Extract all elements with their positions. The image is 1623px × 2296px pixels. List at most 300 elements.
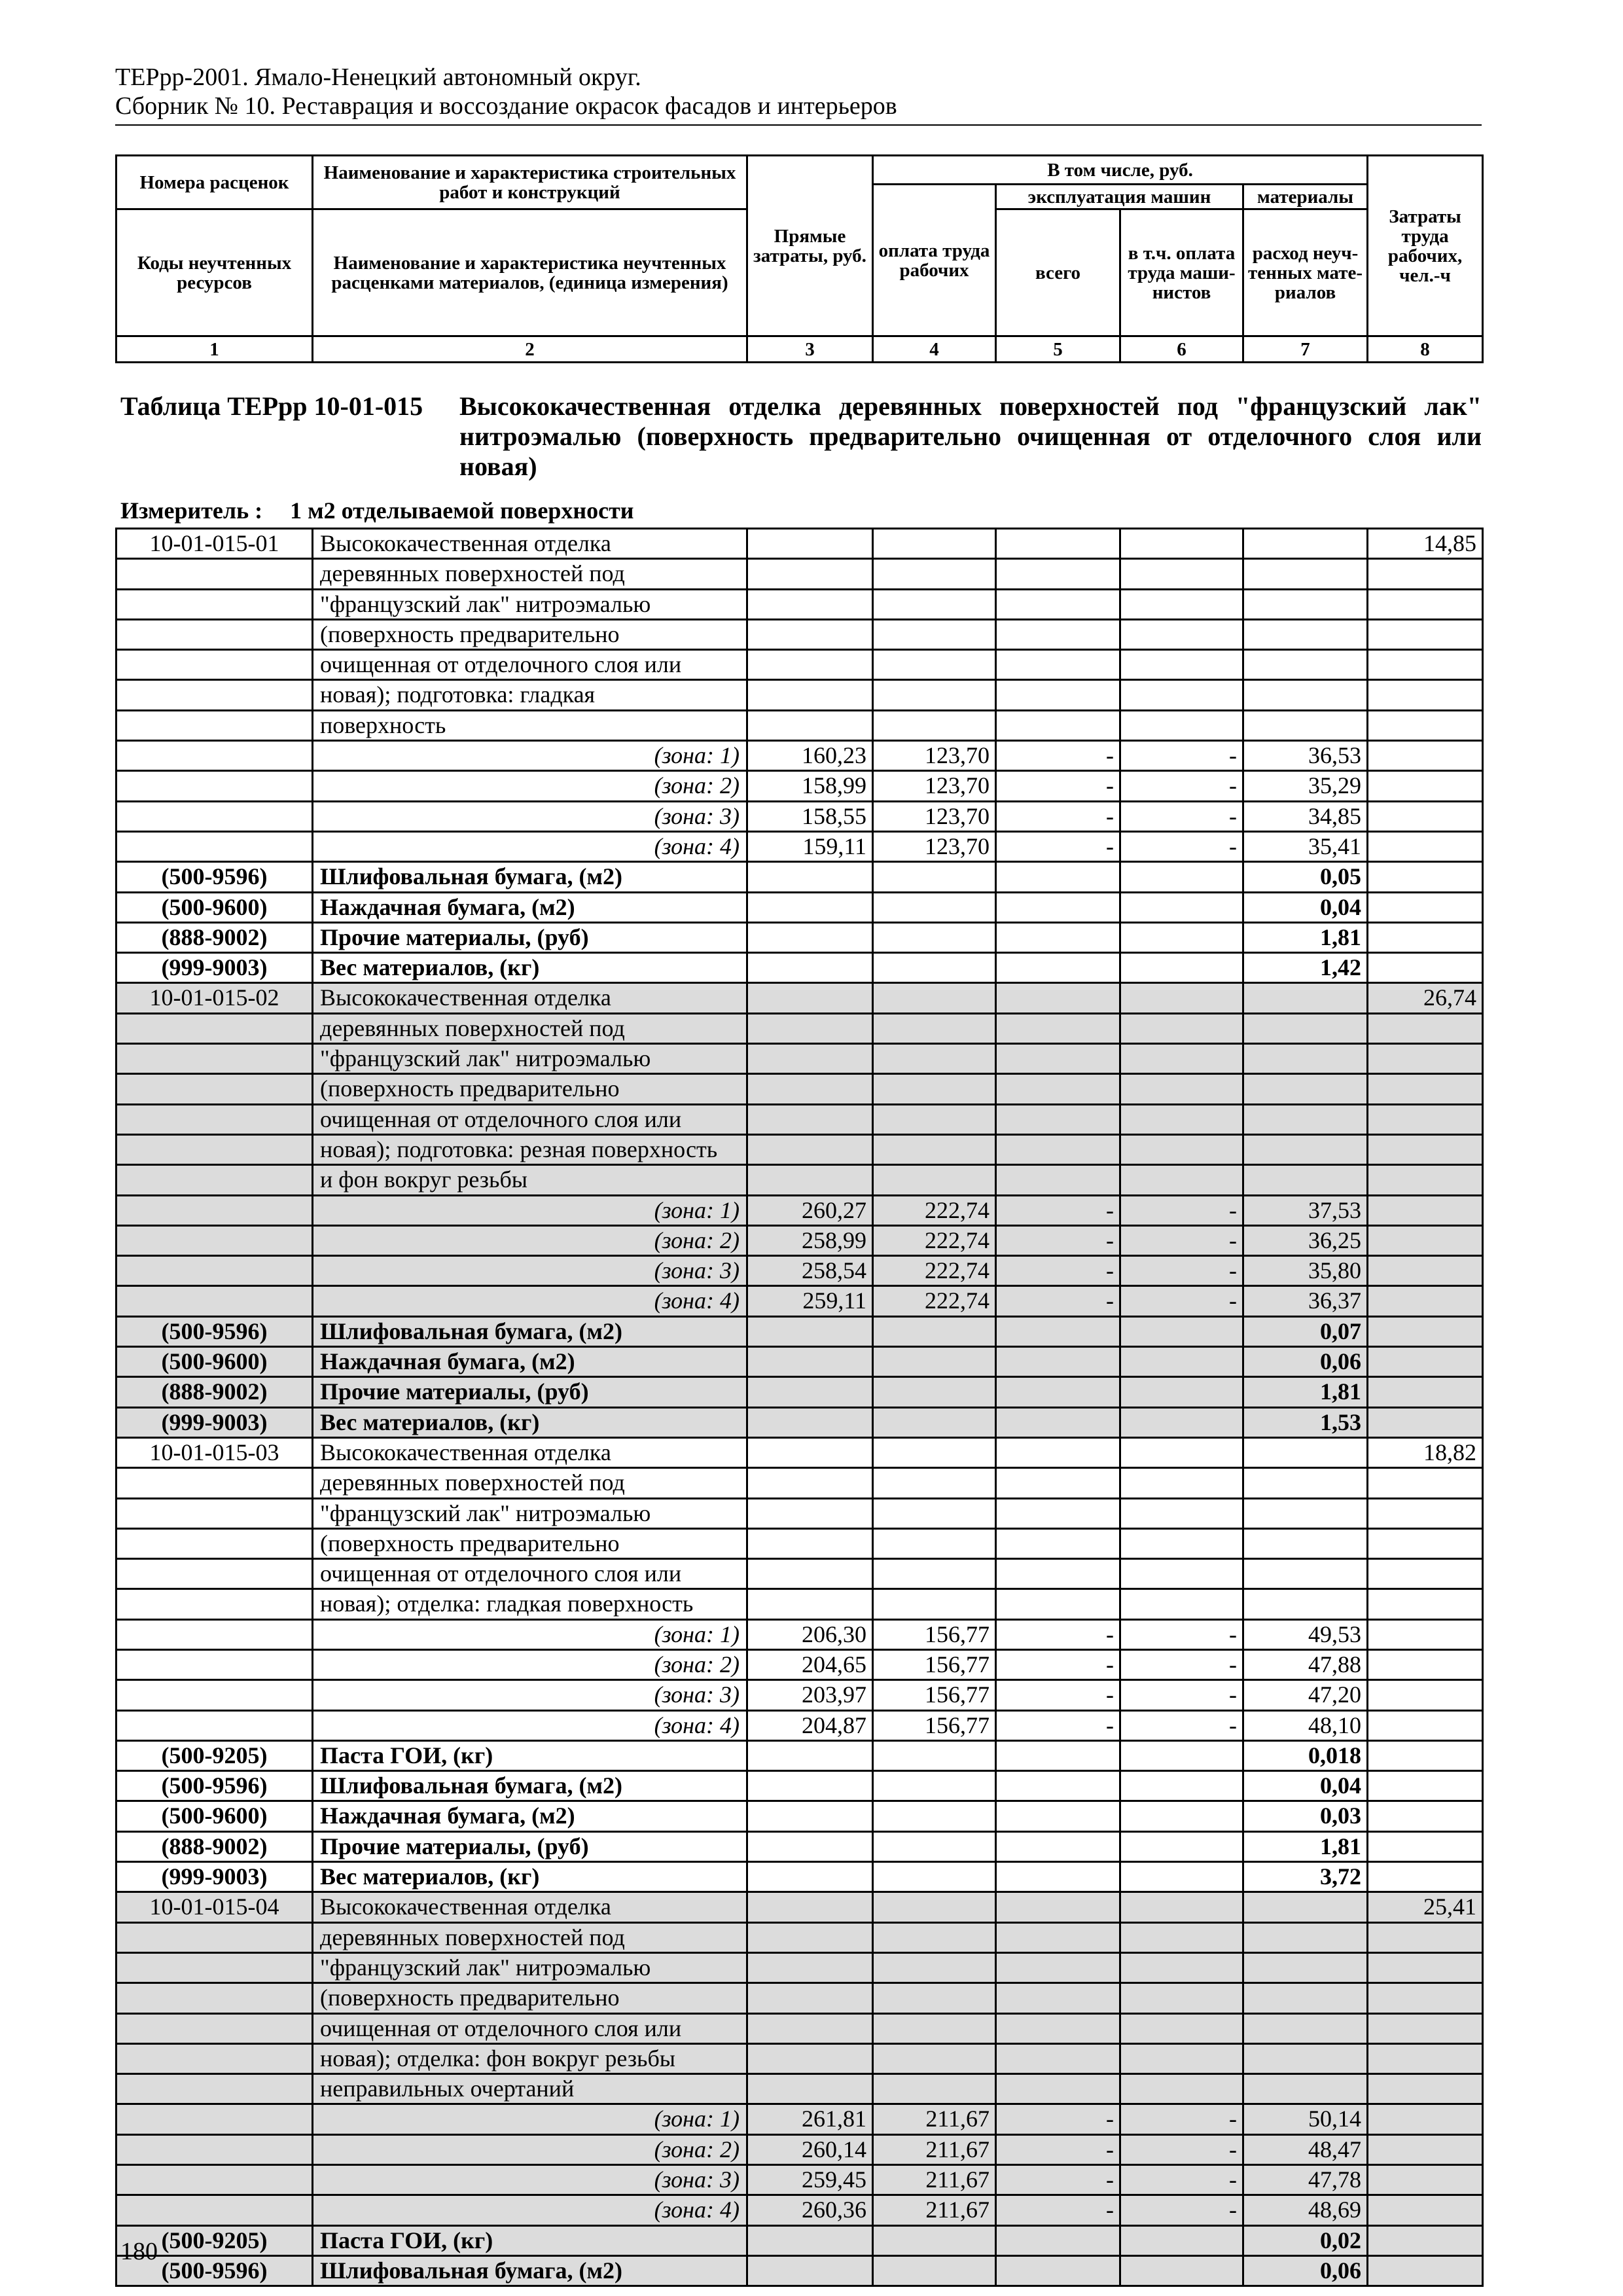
empty-cell <box>1368 953 1483 983</box>
machines-total: - <box>996 1195 1120 1225</box>
labor-cost: 14,85 <box>1368 529 1483 559</box>
empty-cell <box>116 1983 313 2013</box>
direct-costs: 259,11 <box>747 1286 873 1316</box>
empty-cell <box>1120 1892 1243 1922</box>
col-number: 6 <box>1120 336 1243 363</box>
empty-cell <box>996 1862 1120 1892</box>
resource-name: Шлифовальная бумага, (м2) <box>313 862 747 892</box>
col-head-work-name: Наименование и характеристика строительных работ и конструкций <box>313 156 747 209</box>
rate-group <box>116 1437 1483 1892</box>
empty-cell <box>873 2074 996 2104</box>
empty-cell <box>747 1437 873 1467</box>
materials-cost: 50,14 <box>1243 2104 1368 2134</box>
rate-description-line: "французский лак" нитроэмалью <box>313 1044 747 1074</box>
empty-cell <box>873 892 996 922</box>
machines-total: - <box>996 1619 1120 1649</box>
resource-name: Паста ГОИ, (кг) <box>313 2225 747 2255</box>
rates-table <box>115 528 1484 2287</box>
empty-cell <box>747 650 873 680</box>
empty-cell <box>1368 1134 1483 1164</box>
table-row <box>116 1892 1483 1922</box>
empty-cell <box>116 1013 313 1043</box>
worker-wages: 156,77 <box>873 1649 996 1679</box>
rate-group <box>116 529 1483 983</box>
empty-cell <box>1120 1013 1243 1043</box>
empty-cell <box>747 559 873 589</box>
resource-value: 0,03 <box>1243 1801 1368 1831</box>
empty-cell <box>1243 1528 1368 1558</box>
empty-cell <box>873 2013 996 2043</box>
resource-code: (500-9600) <box>116 1347 313 1377</box>
labor-cost: 18,82 <box>1368 1437 1483 1467</box>
rate-description-line: (поверхность предварительно <box>313 1983 747 2013</box>
empty-cell <box>1368 1074 1483 1104</box>
empty-cell <box>747 983 873 1013</box>
rate-code: 10-01-015-03 <box>116 1437 313 1467</box>
empty-cell <box>1243 2013 1368 2043</box>
resource-name: Прочие материалы, (руб) <box>313 922 747 952</box>
empty-cell <box>1120 1589 1243 1619</box>
resource-code: (500-9596) <box>116 1316 313 1346</box>
resource-row <box>116 1347 1483 1377</box>
empty-cell <box>1243 710 1368 740</box>
empty-cell <box>873 589 996 619</box>
rate-description-line: "французский лак" нитроэмалью <box>313 1952 747 1982</box>
empty-cell <box>873 1862 996 1892</box>
empty-cell <box>1120 710 1243 740</box>
empty-cell <box>747 2225 873 2255</box>
empty-cell <box>996 1377 1120 1407</box>
empty-cell <box>116 1044 313 1074</box>
table-row <box>116 1104 1483 1134</box>
empty-cell <box>873 2225 996 2255</box>
empty-cell <box>747 1347 873 1377</box>
empty-cell <box>1120 619 1243 649</box>
resource-row <box>116 1862 1483 1892</box>
empty-cell <box>116 1498 313 1528</box>
empty-cell <box>1368 1952 1483 1982</box>
empty-cell <box>747 1498 873 1528</box>
rate-description-line: новая); подготовка: резная поверхность <box>313 1134 747 1164</box>
empty-cell <box>873 983 996 1013</box>
empty-cell <box>1368 559 1483 589</box>
empty-cell <box>747 2074 873 2104</box>
machines-total: - <box>996 2134 1120 2164</box>
zone-label: (зона: 2) <box>313 771 747 801</box>
empty-cell <box>1368 801 1483 831</box>
rate-description-line: новая); отделка: фон вокруг резьбы <box>313 2043 747 2073</box>
empty-cell <box>1243 650 1368 680</box>
resource-row <box>116 1771 1483 1801</box>
table-row <box>116 1074 1483 1104</box>
rate-description-line: деревянных поверхностей под <box>313 1468 747 1498</box>
empty-cell <box>116 1256 313 1286</box>
direct-costs: 260,36 <box>747 2195 873 2225</box>
page-number: 180 <box>120 2238 158 2265</box>
empty-cell <box>1368 650 1483 680</box>
resource-value: 1,42 <box>1243 953 1368 983</box>
machines-total: - <box>996 2165 1120 2195</box>
worker-wages: 211,67 <box>873 2195 996 2225</box>
empty-cell <box>873 1771 996 1801</box>
empty-cell <box>747 892 873 922</box>
rate-group <box>116 1892 1483 2286</box>
empty-cell <box>996 2074 1120 2104</box>
empty-cell <box>996 1528 1120 1558</box>
empty-cell <box>996 983 1120 1013</box>
empty-cell <box>1368 710 1483 740</box>
empty-cell <box>116 1104 313 1134</box>
empty-cell <box>1243 619 1368 649</box>
resource-code: (999-9003) <box>116 1407 313 1437</box>
empty-cell <box>996 1134 1120 1164</box>
worker-wages: 123,70 <box>873 771 996 801</box>
document-header-line1: ТЕРрр-2001. Ямало-Ненецкий автономный округ. <box>115 63 641 91</box>
empty-cell <box>1368 1771 1483 1801</box>
empty-cell <box>873 1437 996 1467</box>
empty-cell <box>1120 2013 1243 2043</box>
empty-cell <box>873 1377 996 1407</box>
direct-costs: 258,99 <box>747 1225 873 1255</box>
empty-cell <box>116 2043 313 2073</box>
empty-cell <box>996 922 1120 952</box>
empty-cell <box>747 862 873 892</box>
worker-wages: 156,77 <box>873 1619 996 1649</box>
empty-cell <box>1120 1377 1243 1407</box>
empty-cell <box>1243 983 1368 1013</box>
resource-row <box>116 1831 1483 1861</box>
direct-costs: 203,97 <box>747 1680 873 1710</box>
empty-cell <box>1120 1044 1243 1074</box>
worker-wages: 222,74 <box>873 1195 996 1225</box>
empty-cell <box>996 559 1120 589</box>
header-rule <box>115 124 1482 126</box>
table-row <box>116 589 1483 619</box>
resource-row <box>116 2255 1483 2286</box>
labor-cost: 26,74 <box>1368 983 1483 1013</box>
empty-cell <box>996 1801 1120 1831</box>
empty-cell <box>1120 1952 1243 1982</box>
empty-cell <box>1120 1104 1243 1134</box>
table-row <box>116 2074 1483 2104</box>
resource-row <box>116 922 1483 952</box>
empty-cell <box>1243 1892 1368 1922</box>
empty-cell <box>1368 2195 1483 2225</box>
empty-cell <box>116 771 313 801</box>
empty-cell <box>873 1013 996 1043</box>
empty-cell <box>1368 1649 1483 1679</box>
zone-label: (зона: 1) <box>313 741 747 771</box>
machines-total: - <box>996 1225 1120 1255</box>
worker-wages: 222,74 <box>873 1256 996 1286</box>
table-row <box>116 2013 1483 2043</box>
col-head-wages: оплата труда рабочих <box>873 185 996 336</box>
machinist-wages: - <box>1120 2134 1243 2164</box>
empty-cell <box>747 1892 873 1922</box>
measure-label: Измеритель : <box>120 497 263 524</box>
empty-cell <box>996 1407 1120 1437</box>
machines-total: - <box>996 1710 1120 1740</box>
rate-description-line: (поверхность предварительно <box>313 619 747 649</box>
rate-description-line: деревянных поверхностей под <box>313 1013 747 1043</box>
col-head-labor: Затраты труда рабочих, чел.-ч <box>1368 156 1483 336</box>
empty-cell <box>1243 589 1368 619</box>
resource-code: (500-9205) <box>116 1740 313 1770</box>
col-head-including: В том числе, руб. <box>873 156 1368 185</box>
resource-value: 3,72 <box>1243 1862 1368 1892</box>
table-row <box>116 1528 1483 1558</box>
resource-code: (500-9205) <box>116 2225 313 2255</box>
direct-costs: 158,99 <box>747 771 873 801</box>
table-caption-title: Высококачественная отделка деревянных поверхностей под "французский лак" нитроэмалью (поверхность предварительно очищенная от отделочного слоя или новая) <box>459 391 1482 481</box>
worker-wages: 123,70 <box>873 801 996 831</box>
resource-code: (888-9002) <box>116 1831 313 1861</box>
resource-value: 0,05 <box>1243 862 1368 892</box>
table-row <box>116 650 1483 680</box>
resource-value: 0,018 <box>1243 1740 1368 1770</box>
rate-description-line: (поверхность предварительно <box>313 1074 747 1104</box>
empty-cell <box>873 1801 996 1831</box>
machines-total: - <box>996 2104 1120 2134</box>
empty-cell <box>996 650 1120 680</box>
empty-cell <box>1120 953 1243 983</box>
empty-cell <box>1120 2043 1243 2073</box>
zone-label: (зона: 2) <box>313 1225 747 1255</box>
empty-cell <box>996 529 1120 559</box>
empty-cell <box>1368 1407 1483 1437</box>
resource-code: (888-9002) <box>116 1377 313 1407</box>
machines-total: - <box>996 741 1120 771</box>
empty-cell <box>1243 2074 1368 2104</box>
resource-row <box>116 2225 1483 2255</box>
rate-group <box>116 983 1483 1437</box>
rate-description-line: новая); подготовка: гладкая <box>313 680 747 710</box>
empty-cell <box>996 1983 1120 2013</box>
resource-name: Паста ГОИ, (кг) <box>313 1740 747 1770</box>
table-row <box>116 1589 1483 1619</box>
empty-cell <box>996 1074 1120 1104</box>
empty-cell <box>1243 1559 1368 1589</box>
empty-cell <box>747 1377 873 1407</box>
machinist-wages: - <box>1120 2165 1243 2195</box>
materials-cost: 36,25 <box>1243 1225 1368 1255</box>
zone-row <box>116 1619 1483 1649</box>
empty-cell <box>873 953 996 983</box>
worker-wages: 156,77 <box>873 1680 996 1710</box>
empty-cell <box>1368 831 1483 861</box>
resource-code: (999-9003) <box>116 1862 313 1892</box>
rate-description-line: очищенная от отделочного слоя или <box>313 650 747 680</box>
empty-cell <box>996 1952 1120 1982</box>
empty-cell <box>116 589 313 619</box>
empty-cell <box>116 2165 313 2195</box>
zone-row <box>116 1286 1483 1316</box>
empty-cell <box>1368 862 1483 892</box>
empty-cell <box>1243 559 1368 589</box>
resource-name: Шлифовальная бумага, (м2) <box>313 1771 747 1801</box>
resource-name: Наждачная бумага, (м2) <box>313 1801 747 1831</box>
empty-cell <box>747 1528 873 1558</box>
direct-costs: 260,14 <box>747 2134 873 2164</box>
empty-cell <box>1368 2134 1483 2164</box>
empty-cell <box>873 1165 996 1195</box>
resource-row <box>116 1377 1483 1407</box>
materials-cost: 47,20 <box>1243 1680 1368 1710</box>
direct-costs: 159,11 <box>747 831 873 861</box>
zone-label: (зона: 2) <box>313 1649 747 1679</box>
empty-cell <box>873 619 996 649</box>
empty-cell <box>747 1740 873 1770</box>
empty-cell <box>1368 680 1483 710</box>
worker-wages: 123,70 <box>873 831 996 861</box>
empty-cell <box>747 1044 873 1074</box>
empty-cell <box>116 1134 313 1164</box>
materials-cost: 35,41 <box>1243 831 1368 861</box>
empty-cell <box>1120 1801 1243 1831</box>
empty-cell <box>1120 862 1243 892</box>
empty-cell <box>1368 1286 1483 1316</box>
col-head-machines: эксплуатация машин <box>996 185 1243 209</box>
machinist-wages: - <box>1120 2195 1243 2225</box>
empty-cell <box>1120 1407 1243 1437</box>
empty-cell <box>747 2043 873 2073</box>
empty-cell <box>873 650 996 680</box>
zone-row <box>116 1256 1483 1286</box>
empty-cell <box>1243 1589 1368 1619</box>
machinist-wages: - <box>1120 1710 1243 1740</box>
table-row <box>116 680 1483 710</box>
empty-cell <box>873 1952 996 1982</box>
materials-cost: 34,85 <box>1243 801 1368 831</box>
empty-cell <box>996 862 1120 892</box>
table-row <box>116 1468 1483 1498</box>
empty-cell <box>747 2013 873 2043</box>
machinist-wages: - <box>1120 1225 1243 1255</box>
empty-cell <box>1368 1468 1483 1498</box>
rate-description-line: деревянных поверхностей под <box>313 1922 747 1952</box>
empty-cell <box>747 1559 873 1589</box>
empty-cell <box>873 1134 996 1164</box>
table-row <box>116 2043 1483 2073</box>
empty-cell <box>1368 2043 1483 2073</box>
empty-cell <box>1368 1831 1483 1861</box>
zone-label: (зона: 3) <box>313 1256 747 1286</box>
machinist-wages: - <box>1120 1195 1243 1225</box>
col-head-materials: материалы <box>1243 185 1368 209</box>
empty-cell <box>116 2134 313 2164</box>
empty-cell <box>996 2043 1120 2073</box>
empty-cell <box>116 1922 313 1952</box>
worker-wages: 211,67 <box>873 2104 996 2134</box>
materials-cost: 47,78 <box>1243 2165 1368 2195</box>
machines-total: - <box>996 831 1120 861</box>
empty-cell <box>1368 1680 1483 1710</box>
empty-cell <box>1120 1498 1243 1528</box>
empty-cell <box>747 1316 873 1346</box>
zone-label: (зона: 1) <box>313 1195 747 1225</box>
resource-value: 0,07 <box>1243 1316 1368 1346</box>
rate-description-line: (поверхность предварительно <box>313 1528 747 1558</box>
empty-cell <box>1120 650 1243 680</box>
empty-cell <box>873 1316 996 1346</box>
measure-line <box>120 497 634 524</box>
empty-cell <box>1120 1468 1243 1498</box>
empty-cell <box>996 1922 1120 1952</box>
empty-cell <box>1368 1983 1483 2013</box>
empty-cell <box>996 953 1120 983</box>
machinist-wages: - <box>1120 1680 1243 1710</box>
empty-cell <box>1243 1104 1368 1134</box>
zone-label: (зона: 4) <box>313 2195 747 2225</box>
empty-cell <box>1368 1559 1483 1589</box>
empty-cell <box>1368 1498 1483 1528</box>
resource-name: Вес материалов, (кг) <box>313 1862 747 1892</box>
empty-cell <box>1243 1134 1368 1164</box>
empty-cell <box>996 710 1120 740</box>
resource-row <box>116 1801 1483 1831</box>
table-caption-label: Таблица ТЕРрр 10-01-015 <box>120 391 423 421</box>
empty-cell <box>747 1134 873 1164</box>
empty-cell <box>873 1468 996 1498</box>
empty-cell <box>116 619 313 649</box>
col-head-rates-number: Номера расценок <box>116 156 313 209</box>
table-row <box>116 1983 1483 2013</box>
zone-row <box>116 801 1483 831</box>
empty-cell <box>996 1347 1120 1377</box>
resource-value: 0,02 <box>1243 2225 1368 2255</box>
rate-description-line: Высококачественная отделка <box>313 529 747 559</box>
empty-cell <box>1120 1437 1243 1467</box>
col-number: 2 <box>313 336 747 363</box>
empty-cell <box>996 892 1120 922</box>
col-number: 3 <box>747 336 873 363</box>
worker-wages: 211,67 <box>873 2134 996 2164</box>
zone-row <box>116 741 1483 771</box>
table-row <box>116 529 1483 559</box>
col-number: 1 <box>116 336 313 363</box>
table-row <box>116 1165 1483 1195</box>
resource-code: (500-9596) <box>116 1771 313 1801</box>
empty-cell <box>747 1074 873 1104</box>
worker-wages: 211,67 <box>873 2165 996 2195</box>
empty-cell <box>996 1044 1120 1074</box>
empty-cell <box>873 862 996 892</box>
resource-row <box>116 1740 1483 1770</box>
rate-description-line: Высококачественная отделка <box>313 983 747 1013</box>
zone-row <box>116 771 1483 801</box>
empty-cell <box>873 1831 996 1861</box>
rate-description-line: неправильных очертаний <box>313 2074 747 2104</box>
zone-row <box>116 1680 1483 1710</box>
direct-costs: 204,65 <box>747 1649 873 1679</box>
resource-code: (999-9003) <box>116 953 313 983</box>
rate-description-line: очищенная от отделочного слоя или <box>313 1559 747 1589</box>
empty-cell <box>873 559 996 589</box>
resource-value: 1,81 <box>1243 1831 1368 1861</box>
resource-name: Наждачная бумага, (м2) <box>313 892 747 922</box>
empty-cell <box>996 2255 1120 2286</box>
empty-cell <box>1243 1044 1368 1074</box>
empty-cell <box>873 1589 996 1619</box>
empty-cell <box>1120 892 1243 922</box>
resource-row <box>116 862 1483 892</box>
empty-cell <box>1120 922 1243 952</box>
empty-cell <box>1243 1468 1368 1498</box>
empty-cell <box>116 1649 313 1679</box>
empty-cell <box>1368 2013 1483 2043</box>
empty-cell <box>116 1619 313 1649</box>
resource-code: (888-9002) <box>116 922 313 952</box>
